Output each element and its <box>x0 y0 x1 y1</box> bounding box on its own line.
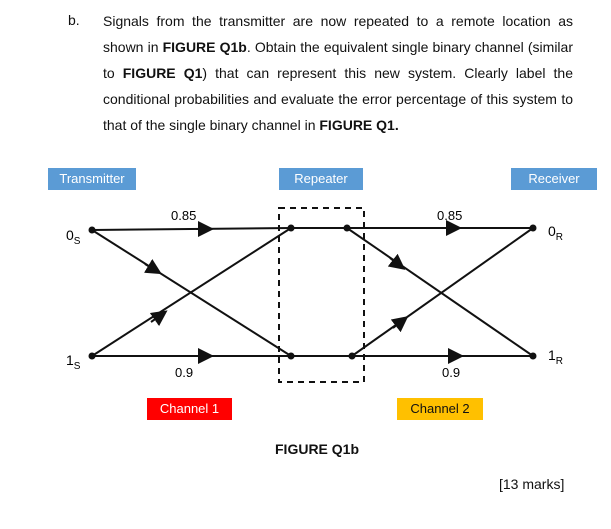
node-1r-label: $1_R$ <box>548 347 564 367</box>
repeater-out-1-dot <box>349 353 356 360</box>
repeater-in-1-dot <box>288 353 295 360</box>
channel1-label: Channel 1 <box>147 398 232 420</box>
repeater-in-0-dot <box>288 225 295 232</box>
node-0r-label: $0_R$ <box>548 223 564 243</box>
node-1s-dot <box>89 353 96 360</box>
ch1-bottom-prob: 0.9 <box>175 365 194 380</box>
ch2-arrow-cross-up <box>393 321 402 328</box>
channel2-label: Channel 2 <box>397 398 483 420</box>
figure-caption: FIGURE Q1b <box>275 441 360 457</box>
question-label: b. <box>68 12 80 28</box>
node-0r-dot <box>530 225 537 232</box>
marks-label: [13 marks] <box>499 476 565 492</box>
ch2-bottom-prob: 0.9 <box>442 365 461 380</box>
ch2-top-prob: 0.85 <box>437 208 463 223</box>
transmitter-label: Transmitter <box>48 168 136 190</box>
repeater-out-0-dot <box>344 225 351 232</box>
ch1-arrow-cross-down <box>145 264 155 270</box>
receiver-label: Receiver <box>511 168 597 190</box>
ch1-top-prob: 0.85 <box>171 208 197 223</box>
ch1-line-0-0 <box>92 228 291 230</box>
node-1s-label: $1_S$ <box>66 352 81 372</box>
question-text: Signals from the transmitter are now repeated to a remote location as shown in FIGURE Q1b. Obtain the equivalent single binary channel (similar to FIGURE Q1) that can represent this new system. Clearly label the conditional probabilities and evaluate the error percentage of this system to that of the single binary channel in FIGURE Q1. <box>103 13 573 133</box>
ch2-arrow-cross-down <box>390 258 399 265</box>
node-0s-dot <box>89 227 96 234</box>
repeater-label: Repeater <box>279 168 363 190</box>
node-1r-dot <box>530 353 537 360</box>
node-0s-label: $0_S$ <box>66 227 81 247</box>
